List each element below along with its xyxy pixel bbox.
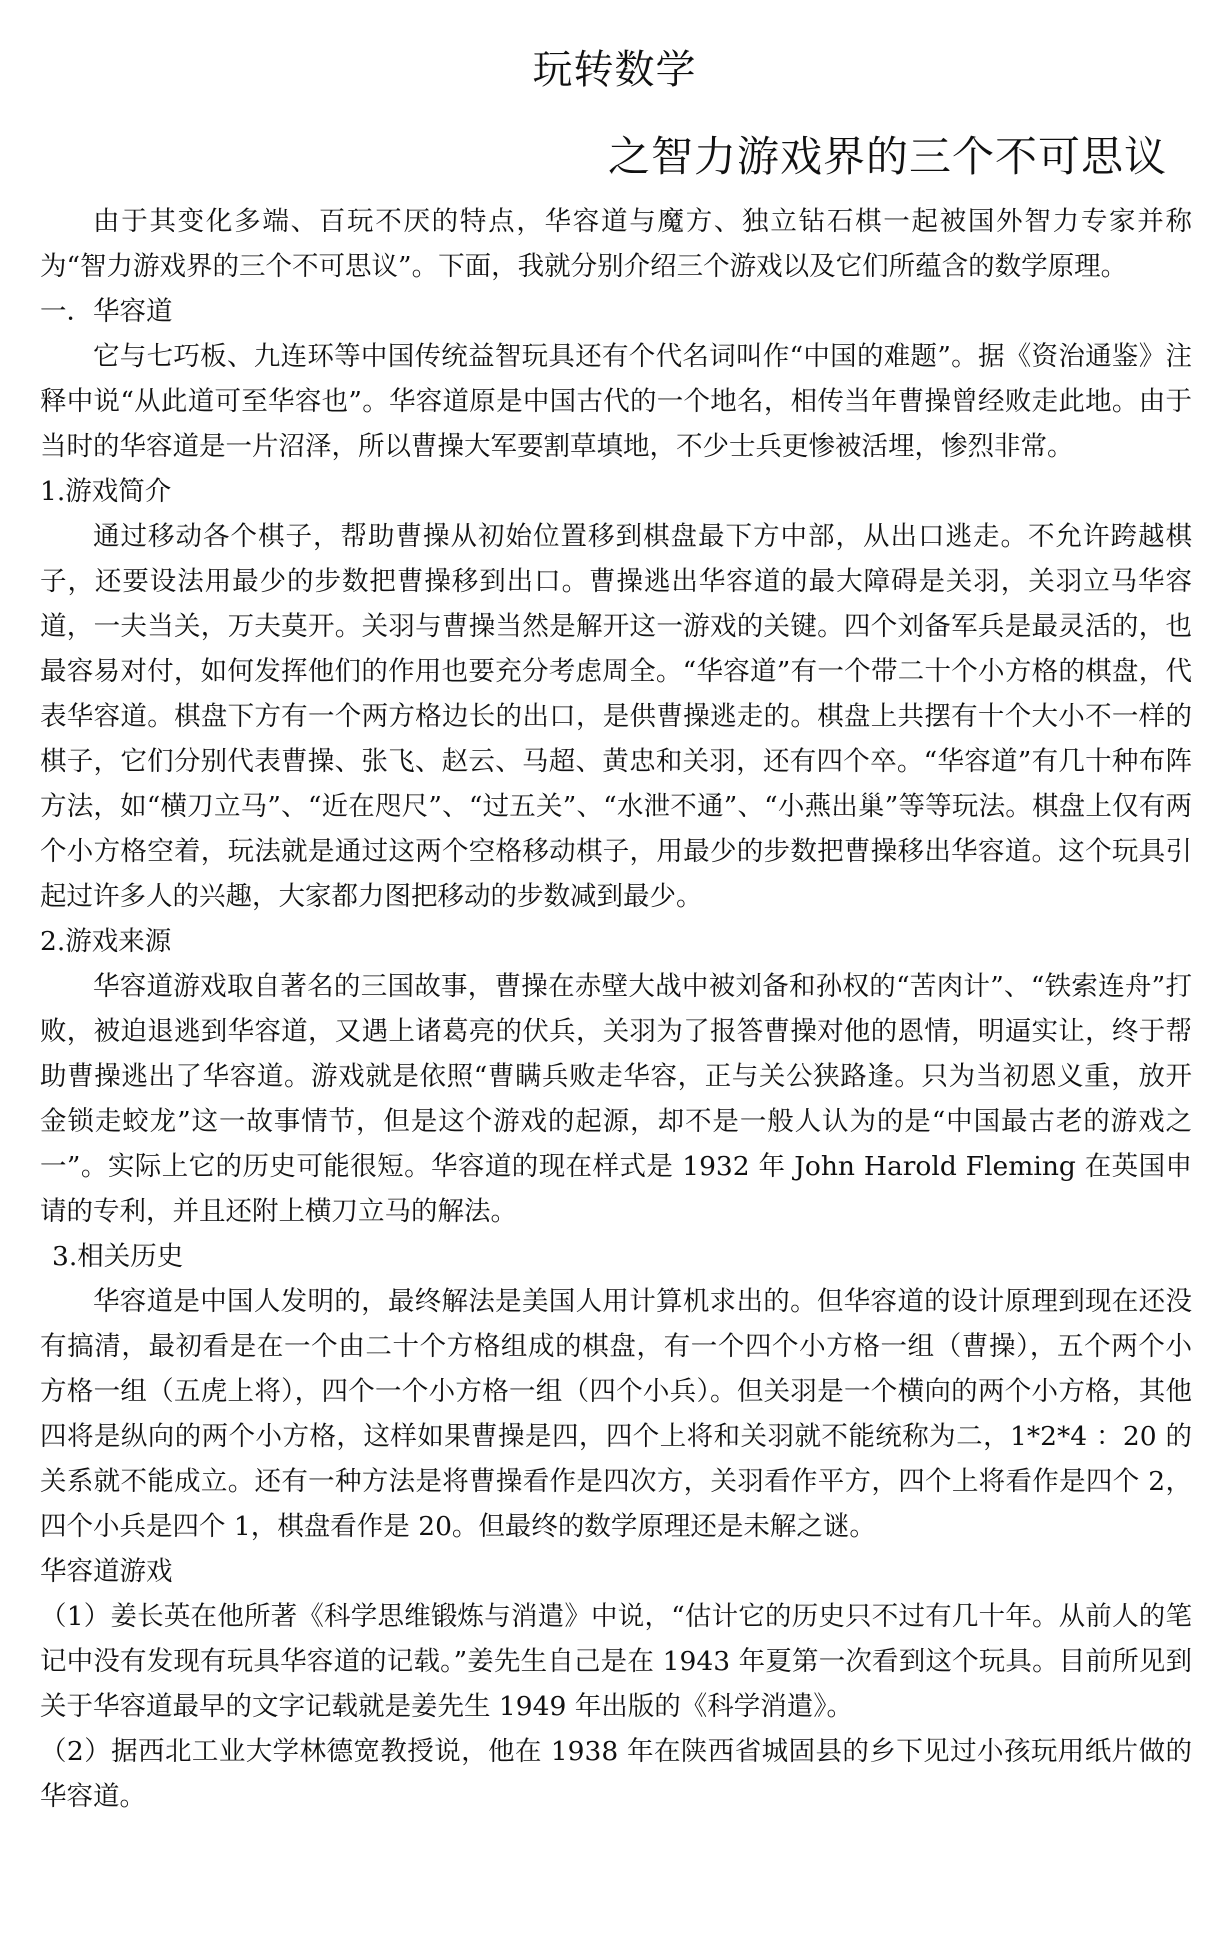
section-heading-huarongdao-games: 华容道游戏: [40, 1556, 173, 1587]
subheading-game-intro: 1.游戏简介: [40, 476, 172, 507]
document-body: [40, 199, 1192, 1819]
document-subtitle: 之智力游戏界的三个不可思议: [607, 132, 1167, 181]
subheading-related-history: 3.相关历史: [52, 1241, 184, 1272]
huarongdao-paragraph: 它与七巧板、九连环等中国传统益智玩具还有个代名词叫作“中国的难题”。据《资治通鉴》注释中说“从此道可至华容也”。华容道原是中国古代的一个地名，相传当年曹操曾经败走此地。由于当时的华容道是一片沼泽，所以曹操大军要割草填地，不少士兵更惨被活埋，惨烈非常。: [40, 341, 1192, 462]
related-history-paragraph: 华容道是中国人发明的，最终解法是美国人用计算机求出的。但华容道的设计原理到现在还没有搞清，最初看是在一个由二十个方格组成的棋盘，有一个四个小方格一组（曹操），五个两个小方格一组（五虎上将），四个一个小方格一组（四个小兵）。但关羽是一个横向的两个小方格，其他四将是纵向的两个小方格，这样如果曹操是四，四个上将和关羽就不能统称为二，1*2*4 ：20 的关系就不能成立。还有一种方法是将曹操看作是四次方，关羽看作平方，四个上将看作是四个 2，四个小兵是四个 1，棋盘看作是 20。但最终的数学原理还是未解之谜。: [40, 1286, 1192, 1542]
games-list-item-2: （2）据西北工业大学林德宽教授说，他在 1938 年在陕西省城固县的乡下见过小孩玩用纸片做的华容道。: [40, 1736, 1192, 1812]
subheading-game-origin: 2.游戏来源: [40, 926, 172, 957]
section-heading-huarongdao: 一．华容道: [40, 296, 173, 327]
intro-paragraph: 由于其变化多端、百玩不厌的特点，华容道与魔方、独立钻石棋一起被国外智力专家并称为“智力游戏界的三个不可思议”。下面，我就分别介绍三个游戏以及它们所蕴含的数学原理。: [40, 206, 1192, 282]
game-origin-paragraph: 华容道游戏取自著名的三国故事，曹操在赤壁大战中被刘备和孙权的“苦肉计”、“铁索连舟”打败，被迫退逃到华容道，又遇上诸葛亮的伏兵，关羽为了报答曹操对他的恩情，明逼实让，终于帮助曹操逃出了华容道。游戏就是依照“曹瞒兵败走华容，正与关公狭路逢。只为当初恩义重，放开金锁走蛟龙”这一故事情节，但是这个游戏的起源，却不是一般人认为的是“中国最古老的游戏之一”。实际上它的历史可能很短。华容道的现在样式是 1932 年 John Harold Fleming 在英国申请的专利，并且还附上横刀立马的解法。: [40, 971, 1192, 1227]
games-list-item-1: （1）姜长英在他所著《科学思维锻炼与消遣》中说，“估计它的历史只不过有几十年。从前人的笔记中没有发现有玩具华容道的记载。”姜先生自己是在 1943 年夏第一次看到这个玩具。目前所见到关于华容道最早的文字记载就是姜先生 1949 年出版的《科学消遣》。: [40, 1601, 1192, 1722]
document-title: 玩转数学: [532, 47, 697, 93]
game-intro-paragraph: 通过移动各个棋子，帮助曹操从初始位置移到棋盘最下方中部，从出口逃走。不允许跨越棋子，还要设法用最少的步数把曹操移到出口。曹操逃出华容道的最大障碍是关羽，关羽立马华容道，一夫当关，万夫莫开。关羽与曹操当然是解开这一游戏的关键。四个刘备军兵是最灵活的，也最容易对付，如何发挥他们的作用也要充分考虑周全。“华容道”有一个带二十个小方格的棋盘，代表华容道。棋盘下方有一个两方格边长的出口，是供曹操逃走的。棋盘上共摆有十个大小不一样的棋子，它们分别代表曹操、张飞、赵云、马超、黄忠和关羽，还有四个卒。“华容道”有几十种布阵方法，如“横刀立马”、“近在咫尺”、“过五关”、“水泄不通”、“小燕出巢”等等玩法。棋盘上仅有两个小方格空着，玩法就是通过这两个空格移动棋子，用最少的步数把曹操移出华容道。这个玩具引起过许多人的兴趣，大家都力图把移动的步数减到最少。: [40, 521, 1192, 912]
